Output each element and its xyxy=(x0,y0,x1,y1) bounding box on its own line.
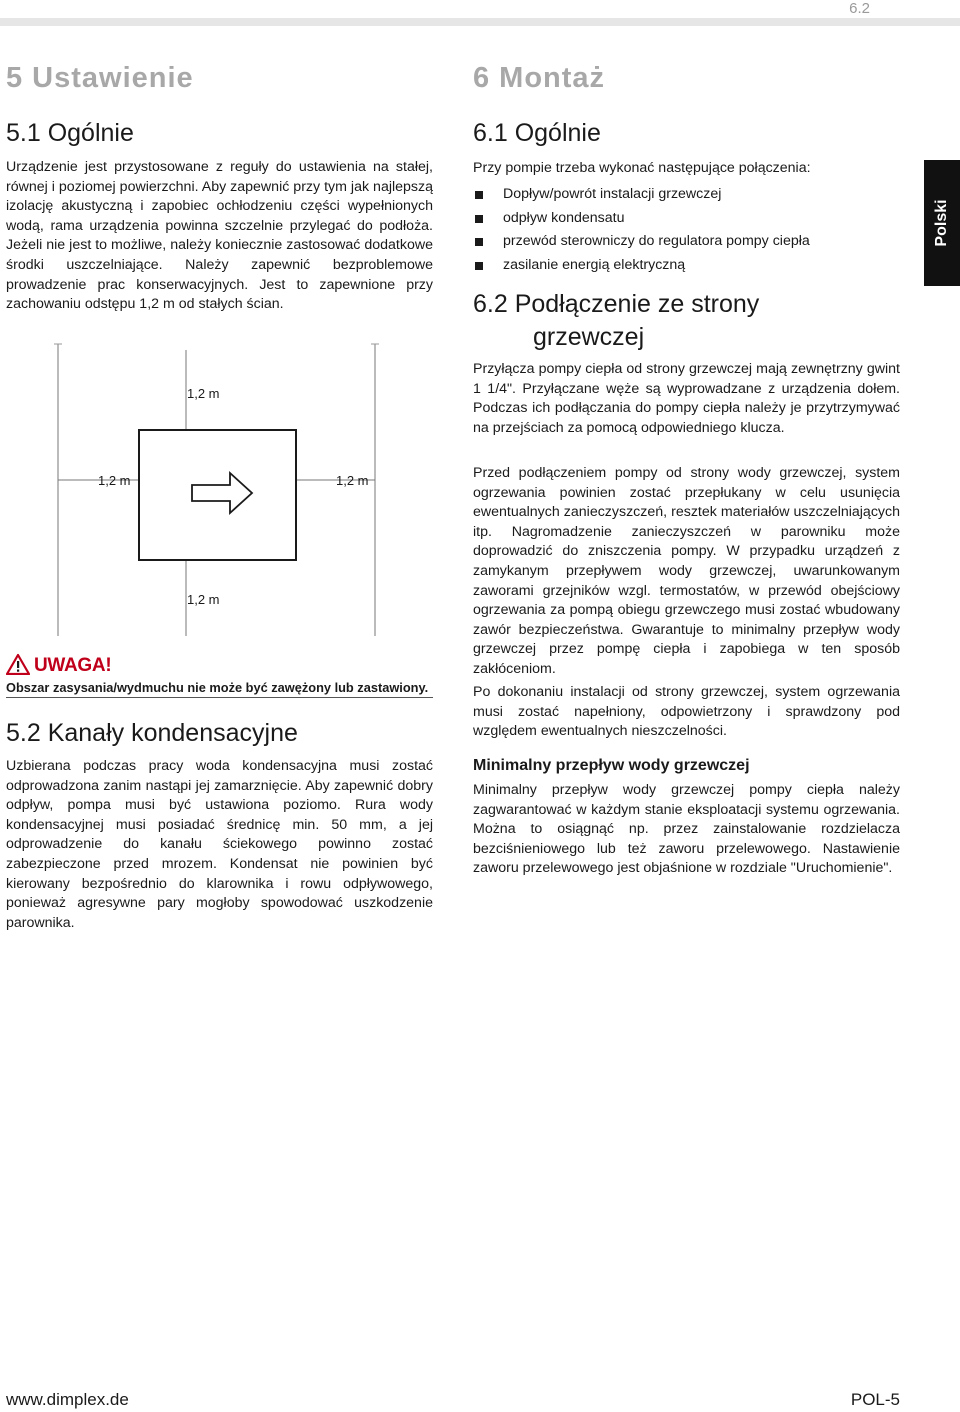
heading-6-2: 6.2 Podłączenie ze strony grzewczej xyxy=(473,290,760,351)
footer-website-link[interactable]: www.dimplex.de xyxy=(6,1390,129,1409)
warning-divider xyxy=(6,697,433,698)
heading-5-1: 5.1 Ogólnie xyxy=(6,119,134,147)
list-item: odpływ kondensatu xyxy=(473,207,900,231)
list-item: zasilanie energią elektryczną xyxy=(473,254,900,278)
heading-min-flow: Minimalny przepływ wody grzewczej xyxy=(473,757,750,774)
list-item: Dopływ/powrót instalacji grzewczej xyxy=(473,183,900,207)
section-title-montaz: 6 Montaż xyxy=(473,62,606,94)
heading-5-2: 5.2 Kanały kondensacyjne xyxy=(6,719,298,747)
warning-triangle-icon xyxy=(6,653,30,675)
language-label: Polski xyxy=(933,199,950,247)
bullet-square-icon xyxy=(475,262,483,270)
paragraph-5-1: Urządzenie jest przystosowane z reguły do ustawienia na stałej, równej i poziomej powierzchni. Aby zapewnić przy tym jak najlepszą izolację akustyczną i zapobiec ochłodzeniu części wypełnionych wodą, rama urządzenia powinna szczelnie przylegać do podłoża. Jeżeli nie jest to możliwe, należy koniecznie zastosować dodatkowe środki uszczelniające. Należy zapewnić bezproblemowe prowadzenie prac konserwacyjnych. Jest to zapewnione przy zachowaniu odstępu 1,2 m od stałych ścian. xyxy=(6,159,433,313)
bullet-square-icon xyxy=(475,238,483,246)
list-item: przewód sterowniczy do regulatora pompy ciepła xyxy=(473,230,900,254)
bullet-square-icon xyxy=(475,191,483,199)
page-section-number: 6.2 xyxy=(849,0,870,17)
clearance-label-top: 1,2 m xyxy=(187,386,220,401)
footer-page-number: POL-5 xyxy=(850,1390,900,1409)
connections-list xyxy=(473,183,900,277)
paragraph-5-2: Uzbierana podczas pracy woda kondensacyjna musi zostać odprowadzona zanim nastąpi jej zamarznięcie. Aby zapewnić dobry odpływ, pompa musi być ustawiona poziomo. Rura wody kondensacyjnej musi posiadać średnicę min. 50 mm, a jej odprowadzenie do kanału ściekowego powinno zostać zabezpieczone przed mrozem. Kondensat nie powinien być kierowany bezpośrednio do klarownika i rowu odpływowego, ponieważ agresywne pary mogłoby spowodować uszkodzenie parownika. xyxy=(6,758,433,931)
clearance-label-bottom: 1,2 m xyxy=(187,592,220,607)
warning-text: Obszar zasysania/wydmuchu nie może być zawężony lub zastawiony. xyxy=(6,680,429,695)
paragraph-6-2-flushing: Przed podłączeniem pompy od strony wody grzewczej, system ogrzewania powinien zostać przepłukany w celu usunięcia ewentualnych zanieczyszczeń, resztek materiałów uszczelniających itp. Nagromadzenie zanieczyszczeń w parowniku może doprowadzić do zniszczenia pompy. W przypadku urządzeń z zamykanym przepływem wody grzewczej, uwarunkowanym zaworami grzejników wzgl. termostatów, w przewód obejściowy ogrzewania za pompą obiegu grzewczego musi zostać wbudowany zawór bezpieczeństwa. Gwarantuje to minimalny przepływ wody grzewczej przez pompę ciepła i zapobiega w ten sposób zakłóceniom. xyxy=(473,465,900,677)
header-bar xyxy=(0,18,960,26)
paragraph-6-2-filling: Po dokonaniu instalacji od strony grzewczej, system ogrzewania musi zostać napełniony, odpowietrzony i sprawdzony pod względem ewentualnych nieszczelności. xyxy=(473,684,900,740)
clearance-label-left: 1,2 m xyxy=(98,473,131,488)
bullet-square-icon xyxy=(475,215,483,223)
warning-title: UWAGA! xyxy=(34,655,112,676)
paragraph-min-flow: Minimalny przepływ wody grzewczej pompy ciepła należy zagwarantować w każdym stanie eksploatacji systemu ogrzewania. Można to osiągnąć np. przez zainstalowanie rozdzielacza bezciśnieniowego lub też zaworu przelewowego. Nastawienie zaworu przelewowego jest objaśnione w rozdziale "Uruchomienie". xyxy=(473,782,900,877)
paragraph-6-1-intro: Przy pompie trzeba wykonać następujące połączenia: xyxy=(473,160,811,176)
clearance-label-right: 1,2 m xyxy=(336,473,369,488)
paragraph-6-2-connections: Przyłącza pompy ciepła od strony grzewczej mają zewnętrzny gwint 1 1/4". Przyłączane węże są wyprowadzane z urządzenia dołem. Podczas ich podłączania do pompy ciepła należy je przytrzymywać na przejściach za pomocą odpowiedniego klucza. xyxy=(473,361,900,436)
section-title-ustawienie: 5 Ustawienie xyxy=(6,62,194,94)
heading-6-1: 6.1 Ogólnie xyxy=(473,119,601,147)
language-tab xyxy=(924,160,960,286)
clearance-diagram xyxy=(0,340,440,640)
